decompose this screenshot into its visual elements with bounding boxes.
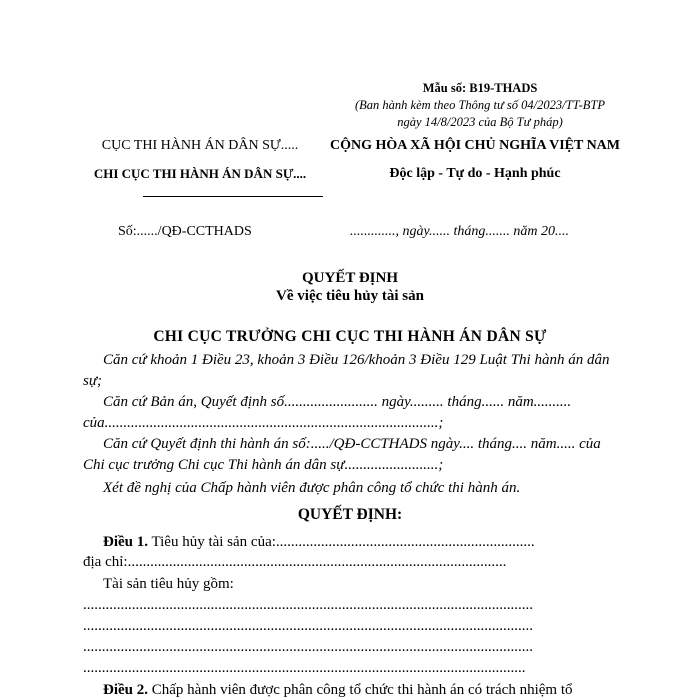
- article-1-label: Điều 1.: [103, 534, 148, 550]
- place-date: ............., ngày...... tháng....... năm 20....: [350, 224, 569, 239]
- document-number: Số:....../QĐ-CCTHADS: [118, 224, 252, 239]
- issuing-authority: CHI CỤC TRƯỞNG CHI CỤC THI HÀNH ÁN DÂN SỰ: [153, 328, 547, 345]
- form-code: Mẫu số: B19-THADS: [422, 81, 538, 95]
- document-subtitle: Về việc tiêu hủy tài sản: [276, 288, 424, 304]
- asset-dot-line-1: ........................................................................................................................: [83, 597, 533, 613]
- sub-agency-underline: [143, 196, 323, 197]
- article-1-address: địa chỉ:.....................................................................................................: [83, 554, 507, 570]
- sub-agency-name: CHI CỤC THI HÀNH ÁN DÂN SỰ....: [93, 166, 307, 181]
- document-title: QUYẾT ĐỊNH: [302, 270, 398, 286]
- motto: Độc lập - Tự do - Hạnh phúc: [389, 166, 561, 181]
- article-2-text: Chấp hành viên được phân công tổ chức thi hành án có trách nhiệm tổ: [148, 682, 573, 698]
- decision-heading: QUYẾT ĐỊNH:: [297, 506, 403, 523]
- basis-paragraph-2: Căn cứ Bản án, Quyết định số......................... ngày......... tháng...... năm.......... của.........................................................................................;: [83, 394, 572, 431]
- form-code-block: [330, 80, 630, 131]
- agency-name: CỤC THI HÀNH ÁN DÂN SỰ.....: [101, 138, 299, 153]
- basis-paragraph-4: Xét đề nghị của Chấp hành viên được phân công tổ chức thi hành án.: [103, 480, 521, 496]
- article-1-text: Tiêu hủy tài sản của:.....................................................................: [148, 534, 535, 550]
- country-name: CỘNG HÒA XÃ HỘI CHỦ NGHĨA VIỆT NAM: [329, 138, 620, 153]
- asset-dot-line-4: ......................................................................................................................: [83, 660, 526, 676]
- basis-paragraph-1: Căn cứ khoản 1 Điều 23, khoản 3 Điều 126/khoản 3 Điều 129 Luật Thi hành án dân sự;: [83, 352, 610, 389]
- article-2-line: [103, 682, 573, 699]
- asset-dot-line-3: ........................................................................................................................: [83, 639, 533, 655]
- basis-paragraph-3: Căn cứ Quyết định thi hành án số:...../QĐ-CCTHADS ngày.... tháng.... năm..... của Chi cục trưởng Chi cục Thi hành án dân sự.........................;: [83, 436, 601, 473]
- asset-dot-line-2: ........................................................................................................................: [83, 618, 533, 634]
- article-1-line: [103, 534, 535, 551]
- form-note-line1: (Ban hành kèm theo Thông tư số 04/2023/TT-BTP: [355, 98, 605, 112]
- form-note-line2: ngày 14/8/2023 của Bộ Tư pháp): [397, 115, 563, 129]
- article-2-label: Điều 2.: [103, 682, 148, 698]
- assets-label: Tài sản tiêu hủy gồm:: [103, 576, 234, 592]
